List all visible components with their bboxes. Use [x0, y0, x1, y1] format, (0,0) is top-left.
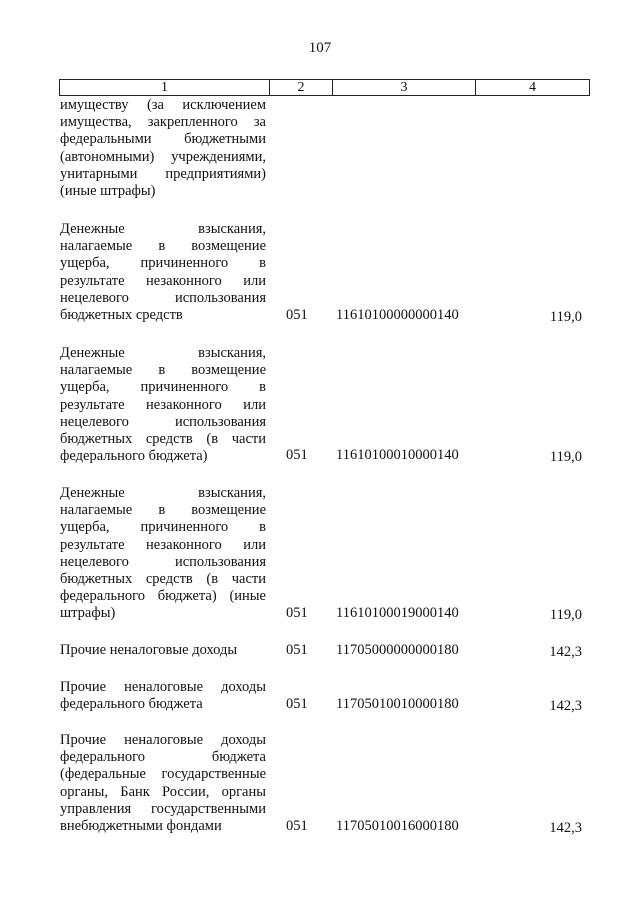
- row-name: Прочие неналоговые доходы федерального бюджета (федеральные государственные органы, Банк России, органы управления государственными внебюджетными фондами: [60, 732, 266, 835]
- row-kbk: 11610100000000140: [336, 307, 459, 323]
- row-amount: 142,3: [549, 698, 582, 714]
- row-code: 051: [286, 642, 308, 658]
- row-code: 051: [286, 818, 308, 834]
- row-name: имуществу (за исключением имущества, закрепленного за федеральными бюджетными (автономными) учреждениями, унитарными предприятиями) (иные штрафы): [60, 97, 266, 200]
- row-amount: 119,0: [549, 607, 582, 623]
- row-kbk: 11705000000000180: [336, 642, 459, 658]
- header-col-1: 1: [60, 80, 270, 95]
- header-col-2: 2: [270, 80, 333, 95]
- row-kbk: 11705010010000180: [336, 696, 459, 712]
- row-code: 051: [286, 696, 308, 712]
- table-header-row: [59, 79, 590, 96]
- row-kbk: 11610100019000140: [336, 605, 459, 621]
- row-kbk: 11705010016000180: [336, 818, 459, 834]
- row-name: Денежные взыскания, налагаемые в возмещение ущерба, причиненного в результате незаконного или нецелевого использования бюджетных средств: [60, 221, 266, 324]
- row-amount: 119,0: [549, 309, 582, 325]
- row-code: 051: [286, 605, 308, 621]
- row-name: Прочие неналоговые доходы: [60, 642, 238, 658]
- page-number: 107: [308, 40, 332, 56]
- row-name: Прочие неналоговые доходы федерального бюджета: [60, 679, 266, 713]
- row-kbk: 11610100010000140: [336, 447, 459, 463]
- row-code: 051: [286, 447, 308, 463]
- row-amount: 142,3: [549, 644, 582, 660]
- header-col-3: 3: [333, 80, 476, 95]
- row-code: 051: [286, 307, 308, 323]
- row-name: Денежные взыскания, налагаемые в возмещение ущерба, причиненного в результате незаконного или нецелевого использования бюджетных средств (в части федерального бюджета): [60, 345, 266, 465]
- row-amount: 119,0: [549, 449, 582, 465]
- header-col-4: 4: [529, 80, 536, 95]
- row-amount: 142,3: [549, 820, 582, 836]
- row-name: Денежные взыскания, налагаемые в возмещение ущерба, причиненного в результате незаконного или нецелевого использования бюджетных средств (в части федерального бюджета) (иные штрафы): [60, 485, 266, 622]
